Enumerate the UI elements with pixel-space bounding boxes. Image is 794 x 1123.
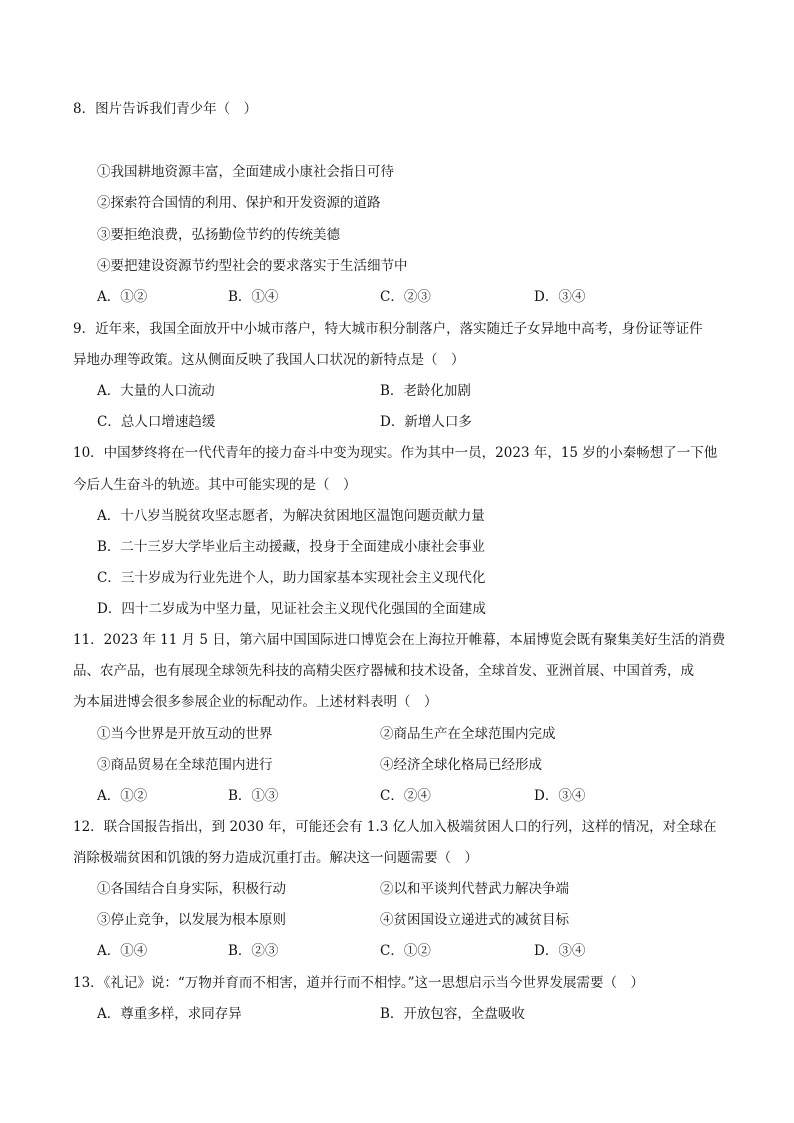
q11-choice-d: D．③④ — [534, 788, 586, 804]
q9-stem-line2: 异地办理等政策。这从侧面反映了我国人口状况的新特点是（ ） — [73, 352, 465, 368]
q11-stem-line2: 品、农产品，也有展现全球领先科技的高精尖医疗器械和技术设备，全球首发、亚洲首展、中国首秀，成 — [73, 663, 694, 679]
q8-stem: 8．图片告诉我们青少年（ ） — [73, 101, 258, 117]
q11-choice-c: C．②④ — [380, 788, 431, 804]
q12-choice-c: C．①② — [380, 943, 431, 959]
q11-stem-line3: 为本届进博会很多参展企业的标配动作。上述材料表明（ ） — [73, 694, 438, 710]
q12-stem-line2: 消除极端贫困和饥饿的努力造成沉重打击。解决这一问题需要（ ） — [73, 850, 478, 866]
q10-choice-d: D．四十二岁成为中坚力量，见证社会主义现代化强国的全面建成 — [97, 601, 486, 617]
q10-stem-line2: 今后人生奋斗的轨迹。其中可能实现的是（ ） — [73, 477, 357, 493]
q8-choice-a: A．①② — [97, 289, 148, 305]
q11-item-1: ①当今世界是开放互动的世界 — [97, 726, 273, 742]
q12-stem-line1: 12．联合国报告指出，到 2030 年，可能还会有 1.3 亿人加入极端贫困人口的行列，这样的情况，对全球在 — [73, 819, 717, 835]
q11-item-3: ③商品贸易在全球范围内进行 — [97, 757, 273, 773]
q10-choice-c: C．三十岁成为行业先进个人，助力国家基本实现社会主义现代化 — [97, 570, 486, 586]
q9-choice-a: A．大量的人口流动 — [97, 383, 215, 399]
q10-choice-a: A．十八岁当脱贫攻坚志愿者，为解决贫困地区温饱问题贡献力量 — [97, 508, 485, 524]
q13-choice-b: B．开放包容，全盘吸收 — [380, 1006, 525, 1022]
q9-choice-b: B．老龄化加剧 — [380, 383, 471, 399]
q12-item-4: ④贫困国设立递进式的减贫目标 — [380, 912, 569, 928]
q12-choice-d: D．③④ — [534, 943, 586, 959]
q12-item-3: ③停止竞争，以发展为根本原则 — [97, 912, 286, 928]
q8-item-3: ③要拒绝浪费，弘扬勤俭节约的传统美德 — [97, 227, 340, 243]
q11-item-4: ④经济全球化格局已经形成 — [380, 757, 542, 773]
q8-choice-b: B．①④ — [228, 289, 279, 305]
q8-choice-d: D．③④ — [534, 289, 586, 305]
q13-choice-a: A．尊重多样，求同存异 — [97, 1006, 242, 1022]
q12-choice-a: A．①④ — [97, 943, 148, 959]
q11-choice-a: A．①② — [97, 788, 148, 804]
q12-choice-b: B．②③ — [228, 943, 279, 959]
q13-stem: 13．《礼记》说：“万物并育而不相害，道并行而不相悖。”这一思想启示当今世界发展需要（ ） — [73, 975, 644, 991]
q11-stem-line1: 11．2023 年 11 月 5 日，第六届中国国际进口博览会在上海拉开帷幕，本届博览会既有聚集美好生活的消费 — [73, 632, 726, 648]
q9-stem-line1: 9．近年来，我国全面放开中小城市落户，特大城市积分制落户，落实随迁子女异地中高考，身份证等证件 — [73, 321, 703, 337]
q8-item-4: ④要把建设资源节约型社会的要求落实于生活细节中 — [97, 258, 408, 274]
q9-choice-c: C．总人口增速趋缓 — [97, 414, 216, 430]
q10-choice-b: B．二十三岁大学毕业后主动援藏，投身于全面建成小康社会事业 — [97, 539, 485, 555]
q10-stem-line1: 10．中国梦终将在一代代青年的接力奋斗中变为现实。作为其中一员，2023 年，15 岁的小秦畅想了一下他 — [73, 445, 718, 461]
q11-choice-b: B．①③ — [228, 788, 279, 804]
q8-choice-c: C．②③ — [380, 289, 431, 305]
q8-item-2: ②探索符合国情的利用、保护和开发资源的道路 — [97, 195, 381, 211]
q12-item-1: ①各国结合自身实际，积极行动 — [97, 881, 286, 897]
q9-choice-d: D．新增人口多 — [380, 414, 472, 430]
q11-item-2: ②商品生产在全球范围内完成 — [380, 726, 556, 742]
q8-item-1: ①我国耕地资源丰富，全面建成小康社会指日可待 — [97, 164, 394, 180]
q12-item-2: ②以和平谈判代替武力解决争端 — [380, 881, 569, 897]
